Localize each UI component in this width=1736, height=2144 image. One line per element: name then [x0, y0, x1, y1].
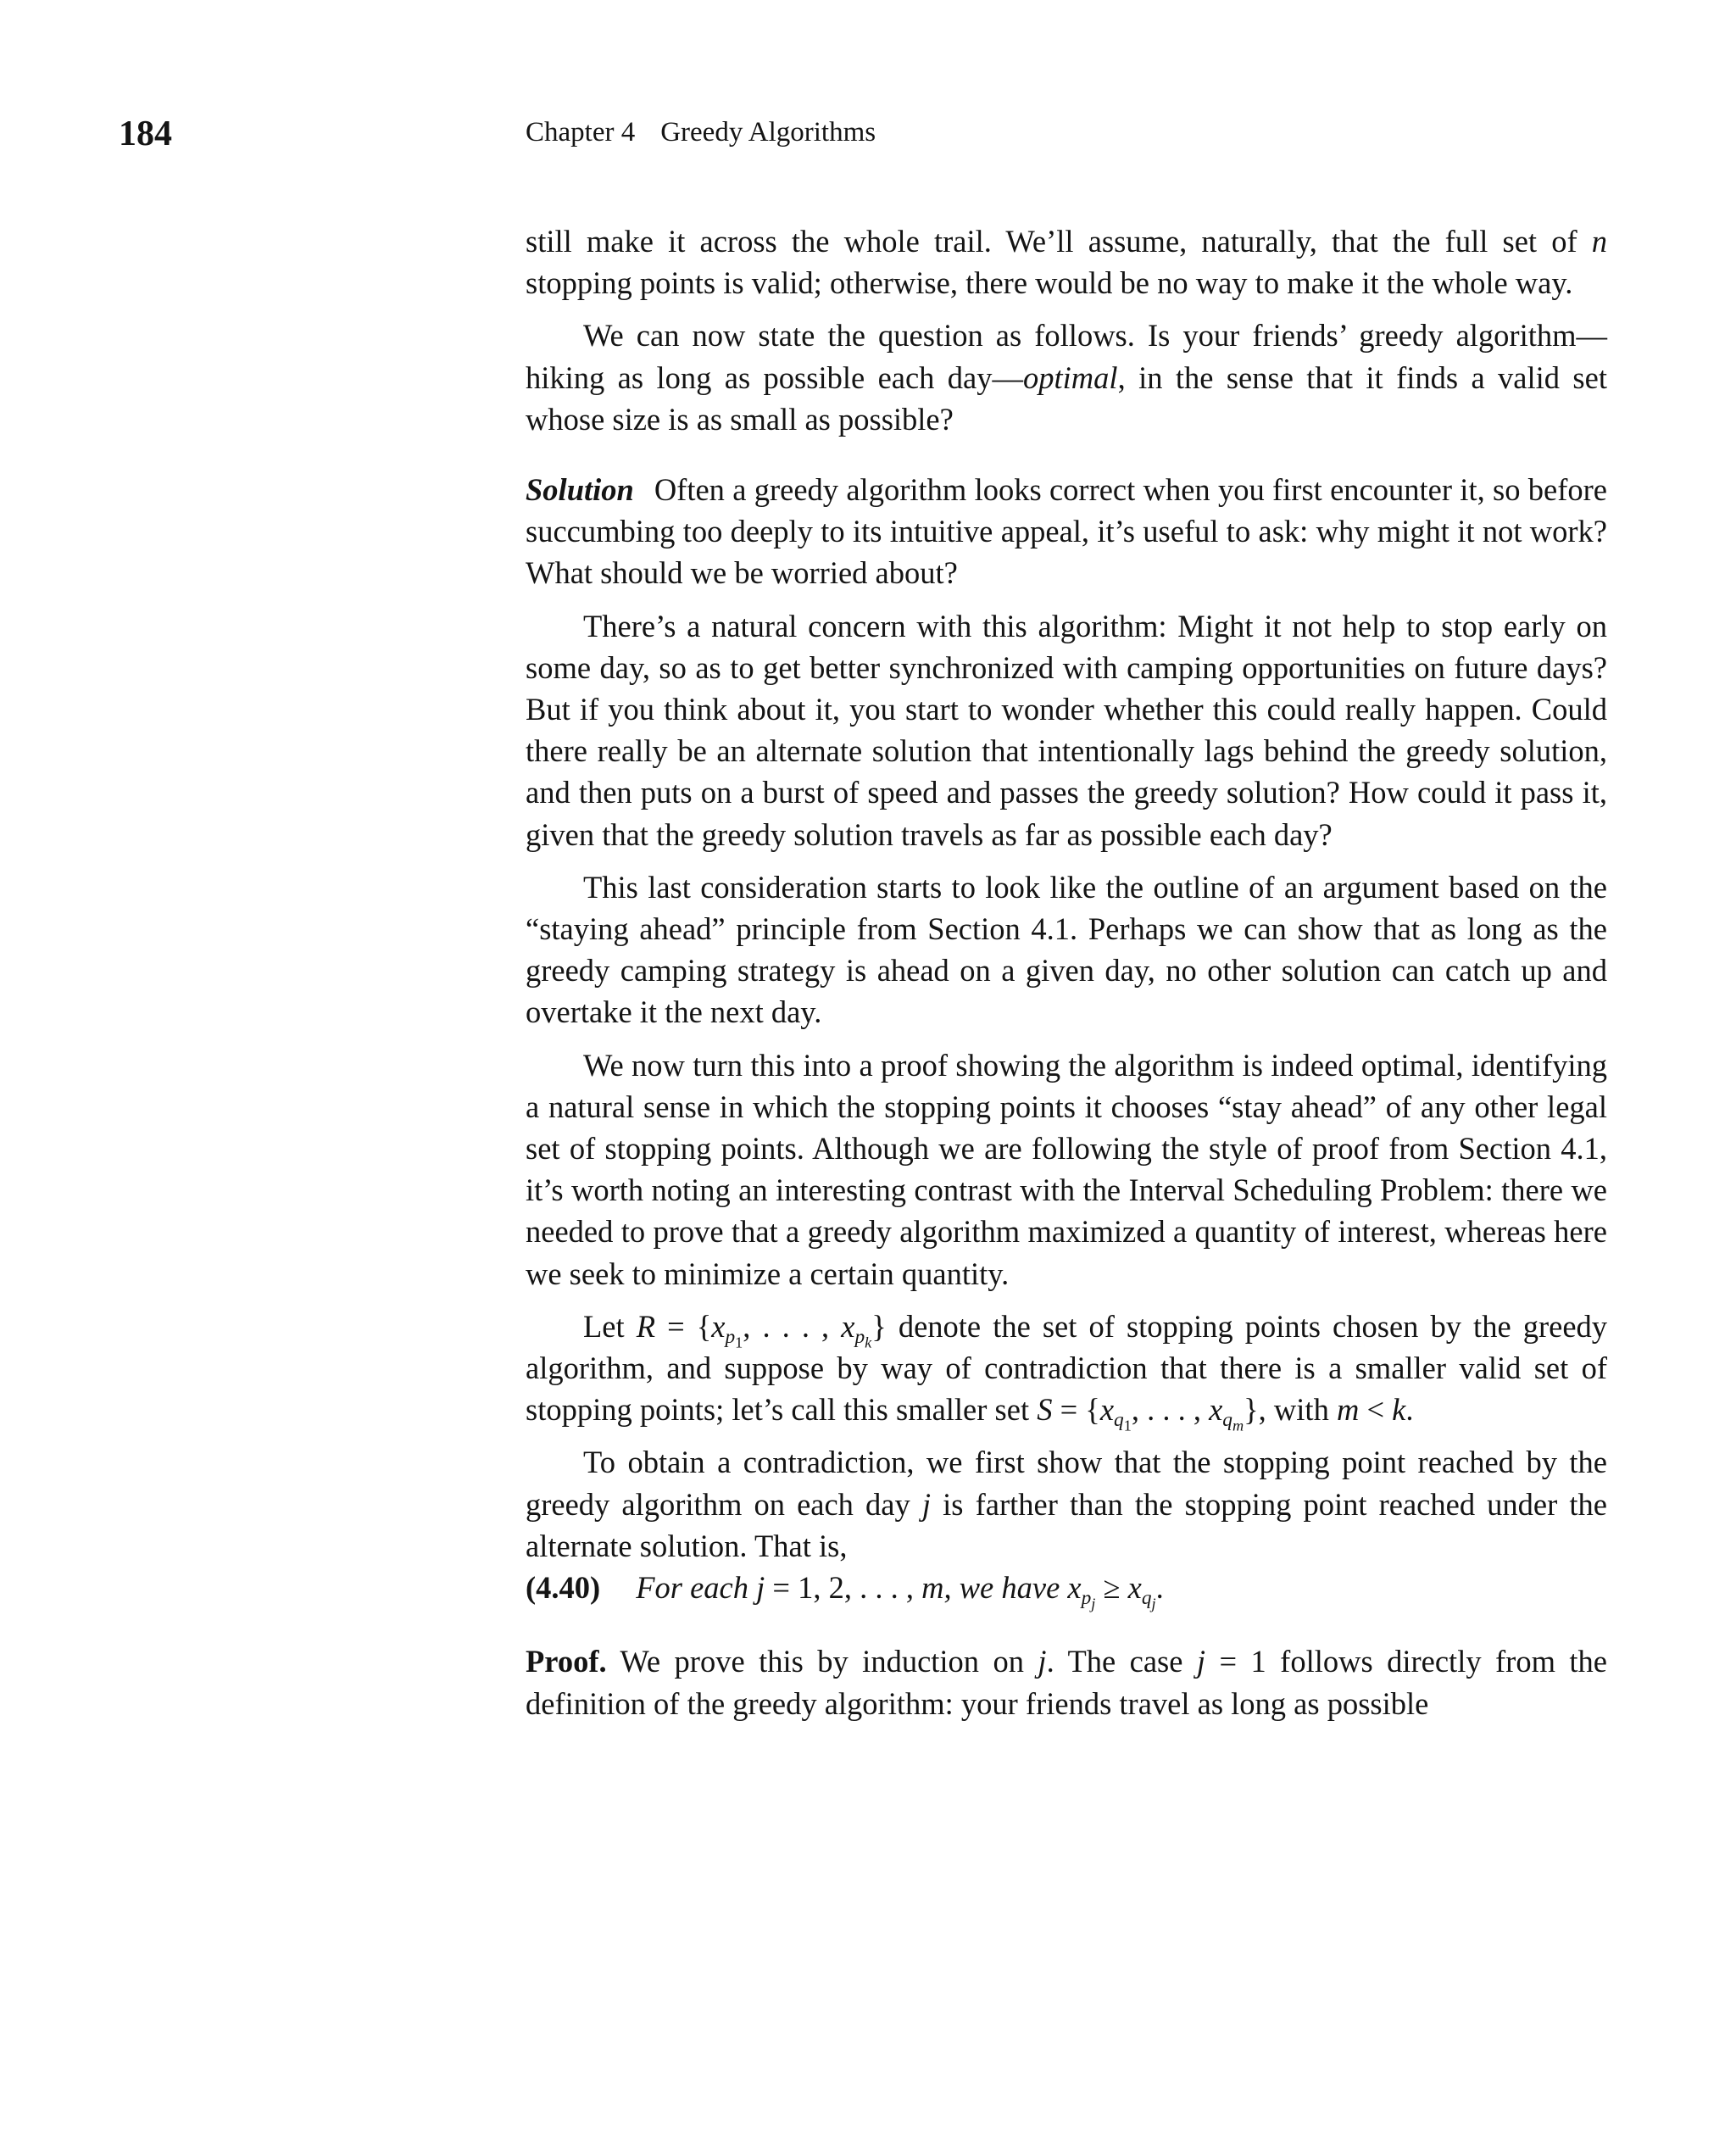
paragraph: There’s a natural concern with this algorithm: Might it not help to stop early on some day, so as to get better synchronized with camping opportunities on future days? But if you think about it, you start to wonder whether this could really happen. Could there really be an alternate solution that intentionally lags behind the greedy solution, and then puts on a burst of speed and passes the greedy solution? How could it pass it, given that the greedy solution travels as far as possible each day?: [526, 608, 1607, 852]
proof-heading: Proof.: [526, 1644, 607, 1679]
page-number: 184: [119, 114, 172, 153]
emphasis: optimal: [1023, 359, 1118, 395]
body-text: [526, 220, 1607, 1724]
statement-number: (4.40): [526, 1570, 601, 1606]
paragraph: This last consideration starts to look like the outline of an argument based on the “staying ahead” principle from Section 4.1. Perhaps we can show that as long as the greedy camping strategy is ahead on a given day, no other solution can catch up and overtake it the next day.: [526, 869, 1607, 1030]
chapter-label: Chapter 4: [526, 117, 636, 148]
statement-text: For each j = 1, 2, . . . , m, we have $x_{p_j} \ge x_{q_j}$.: [636, 1570, 1164, 1612]
theorem-statement: [526, 1567, 1607, 1612]
solution-heading: Solution: [526, 472, 634, 508]
paragraph: Let $R = \{x_{p_1}$, . . . , $x_{p_k}$} denote the set of stopping points chosen by the greedy algorithm, and suppose by way of contradiction that there is a smaller valid set of stopping points; let’s call this smaller set $S = \{x_{q_1}$, . . . , $x_{q_m}$}, with m < k.: [526, 1308, 1608, 1434]
proof-paragraph: Proof. We prove this by induction on j. The case j = 1 follows directly from the definition of the greedy algorithm: your friends travel as long as possible: [526, 1644, 1607, 1721]
solution-paragraph: Solution Often a greedy algorithm looks correct when you first encounter it, so before succumbing too deeply to its intuitive appeal, it’s useful to ask: why might it not work? What should we be worried about?: [526, 472, 1607, 591]
running-head: [526, 117, 876, 148]
math-var: n: [1591, 224, 1607, 259]
paragraph: still make it across the whole trail. We’ll assume, naturally, that the full set of n stopping points is valid; otherwise, there would be no way to make it the whole way.: [526, 224, 1607, 301]
paragraph: To obtain a contradiction, we first show that the stopping point reached by the greedy algorithm on each day j is farther than the stopping point reached under the alternate solution. That is,: [526, 1445, 1607, 1563]
paragraph: We can now state the question as follows. Is your friends’ greedy algorithm—hiking as long as possible each day—optimal, in the sense that it finds a valid set whose size is as small as possible?: [526, 318, 1607, 437]
chapter-title: Greedy Algorithms: [660, 117, 876, 148]
paragraph: We now turn this into a proof showing the algorithm is indeed optimal, identifying a natural sense in which the stopping points it chooses “stay ahead” of any other legal set of stopping points. Although we are following the style of proof from Section 4.1, it’s worth noting an interesting contrast with the Interval Scheduling Problem: there we needed to prove that a greedy algorithm maximized a quantity of interest, whereas here we seek to minimize a certain quantity.: [526, 1047, 1607, 1291]
